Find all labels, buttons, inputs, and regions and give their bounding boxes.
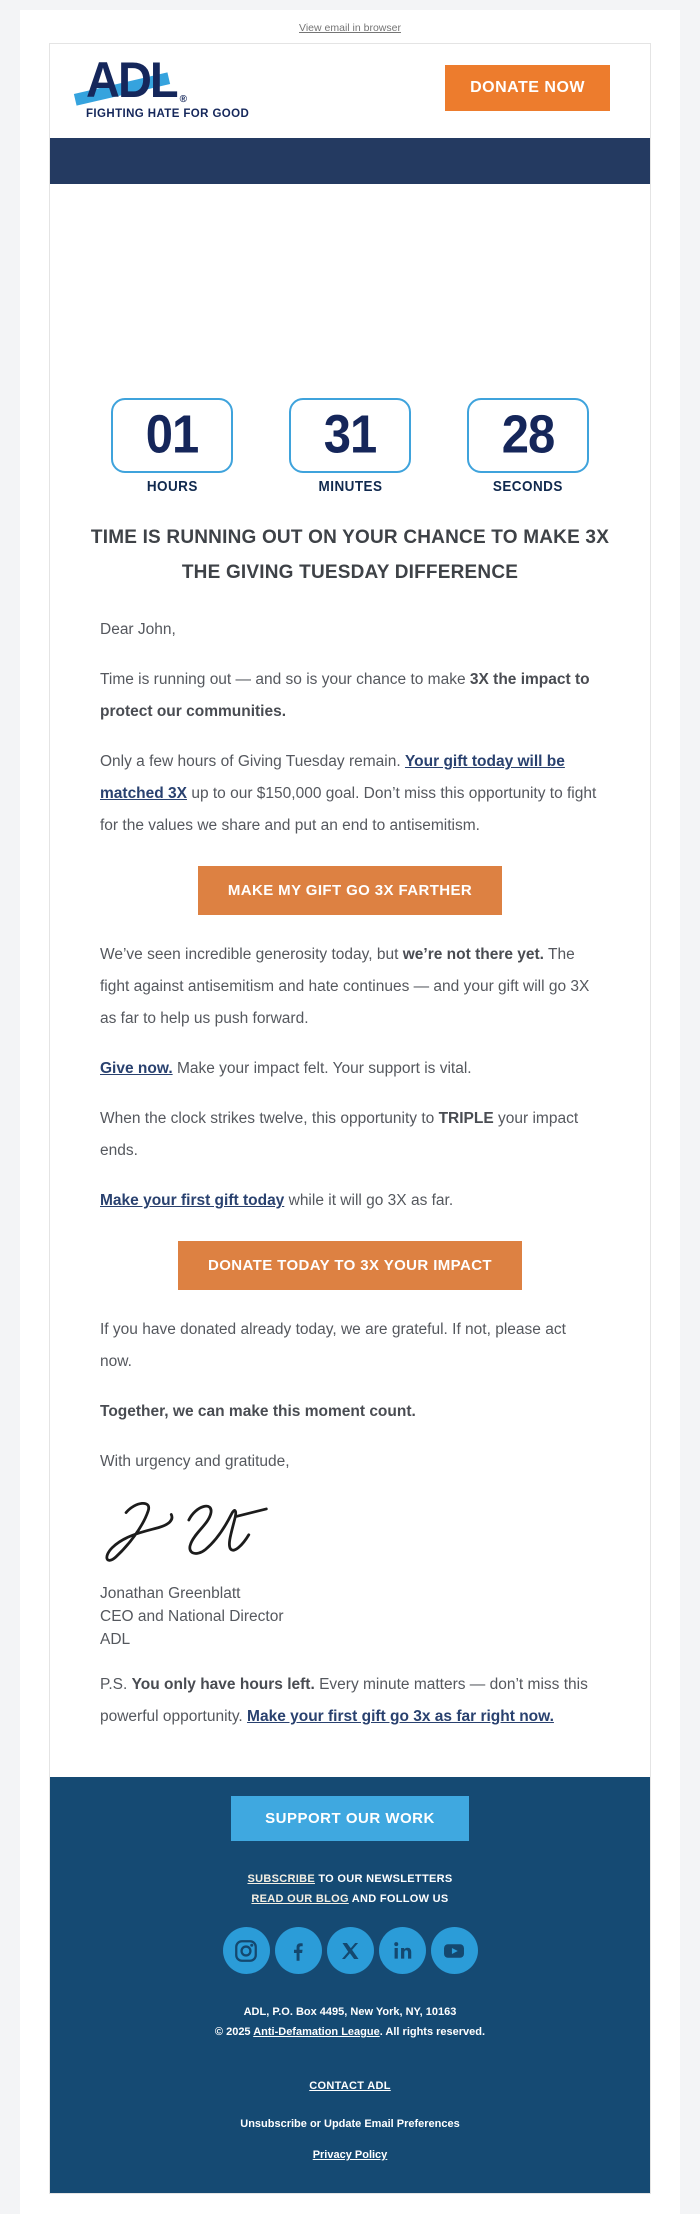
text-run: If you have donated already today, we are grateful. If not, please act now. (100, 1321, 566, 1370)
countdown-minutes-label: MINUTES (318, 478, 382, 495)
blog-rest: AND FOLLOW US (348, 1893, 449, 1905)
matched-3x-link[interactable]: Your gift today will be matched 3X (100, 753, 565, 802)
paragraph-dear (100, 614, 600, 646)
text-run: Dear John, (100, 621, 176, 638)
social-instagram[interactable] (223, 1927, 270, 1974)
read-our-blog-link[interactable]: READ OUR BLOG (251, 1893, 349, 1905)
email-footer (50, 1777, 650, 2193)
view-in-browser-link[interactable]: View email in browser (299, 22, 401, 34)
linkedin-icon (390, 1938, 415, 1963)
signatory-name: Jonathan Greenblatt (100, 1585, 241, 1602)
logo-word: ADL (86, 51, 177, 108)
bold-text: 3X the impact to protect our communities. (100, 671, 590, 720)
text-run: while it will go 3X as far. (284, 1192, 454, 1209)
youtube-icon (441, 1938, 467, 1964)
facebook-icon (285, 1938, 311, 1964)
x-icon (338, 1939, 362, 1963)
newsletter-lines (68, 1869, 632, 1909)
contact-adl-link[interactable]: CONTACT ADL (309, 2080, 391, 2092)
signature-image (100, 1496, 285, 1568)
countdown-minutes (289, 398, 411, 496)
paragraph-1 (100, 664, 600, 728)
first-gift-link[interactable]: Make your first gift today (100, 1192, 285, 1209)
social-linkedin[interactable] (379, 1927, 426, 1974)
social-facebook[interactable] (275, 1927, 322, 1974)
ps-first-gift-link[interactable]: Make your first gift go 3x as far right now. (247, 1708, 554, 1725)
address-block (68, 2002, 632, 2042)
instagram-icon (233, 1938, 259, 1964)
signatory-block (100, 1582, 600, 1651)
countdown-seconds-box (467, 398, 589, 473)
hero-banner (50, 138, 650, 184)
countdown-minutes-box (289, 398, 411, 473)
cta-make-gift-button[interactable]: MAKE MY GIFT GO 3X FARTHER (198, 866, 502, 915)
text-run: P.S. (100, 1676, 132, 1693)
privacy-policy-link[interactable]: Privacy Policy (312, 2149, 388, 2161)
hero-image-placeholder (50, 184, 650, 398)
headline: TIME IS RUNNING OUT ON YOUR CHANCE TO MAKE 3X THE GIVING TUESDAY DIFFERENCE (90, 527, 610, 583)
bold-text: we’re not there yet. (402, 946, 544, 963)
bold-text: You only have hours left. (131, 1676, 315, 1693)
countdown-minutes-value: 31 (323, 405, 377, 465)
text-run: up to our $150,000 goal. Don’t miss this opportunity to fight for the values we share and put an end to antisemitism. (100, 785, 597, 834)
logo-tagline: FIGHTING HATE FOR GOOD (86, 108, 250, 120)
cta-donate-today-button[interactable]: DONATE TODAY TO 3X YOUR IMPACT (178, 1241, 522, 1290)
text-run: Every minute matters — don’t miss this powerful opportunity. (100, 1676, 588, 1725)
paragraph-ps (100, 1669, 600, 1733)
email-body-wrapper (20, 10, 680, 2214)
paragraph-4 (100, 1053, 600, 1085)
countdown-seconds-label: SECONDS (493, 478, 563, 495)
contact-line (68, 2076, 632, 2094)
email-header (50, 44, 650, 126)
unsubscribe-line[interactable]: Unsubscribe or Update Email Preferences (240, 2118, 460, 2130)
paragraph-5 (100, 1103, 600, 1167)
email-card (49, 43, 651, 2194)
donate-now-button[interactable]: DONATE NOW (445, 65, 610, 111)
countdown-hours-value: 01 (145, 405, 199, 465)
bold-text: Together, we can make this moment count. (100, 1403, 416, 1420)
anti-defamation-league-link[interactable]: Anti-Defamation League (253, 2026, 380, 2038)
signatory-org: ADL (100, 1631, 131, 1648)
paragraph-3 (100, 939, 600, 1035)
countdown-hours (111, 398, 233, 496)
blog-line (68, 1889, 632, 1909)
text-run: With urgency and gratitude, (100, 1453, 290, 1470)
registered-mark: ® (179, 94, 187, 105)
text-run: your impact ends. (100, 1110, 579, 1159)
text-run: When the clock strikes twelve, this opportunity to (100, 1110, 439, 1127)
copyright-line (68, 2022, 632, 2042)
countdown-hours-label: HOURS (146, 478, 198, 495)
copyright-pre: © 2025 (214, 2026, 254, 2038)
privacy-line (68, 2145, 632, 2163)
copyright-post: . All rights reserved. (379, 2026, 486, 2038)
text-run: Time is running out — and so is your chance to make (100, 671, 470, 688)
text-run: We’ve seen incredible generosity today, but (100, 946, 403, 963)
countdown-seconds (467, 398, 589, 496)
bold-text: TRIPLE (438, 1110, 494, 1127)
paragraph-9 (100, 1446, 600, 1478)
newsletter-rest: TO OUR NEWSLETTERS (314, 1873, 453, 1885)
adl-logo[interactable] (86, 51, 261, 120)
countdown-seconds-value: 28 (501, 405, 555, 465)
give-now-link[interactable]: Give now. (100, 1060, 173, 1077)
text-run: Make your impact felt. Your support is vital. (172, 1060, 472, 1077)
paragraph-7 (100, 1314, 600, 1378)
social-x[interactable] (327, 1927, 374, 1974)
paragraph-2 (100, 746, 600, 842)
countdown-hours-box (111, 398, 233, 473)
social-icons-row (68, 1927, 632, 1974)
text-run: The fight against antisemitism and hate continues — and your gift will go 3X as far to help us push forward. (100, 946, 590, 1027)
view-in-browser-row (20, 15, 680, 43)
newsletter-line (68, 1869, 632, 1889)
address-line: ADL, P.O. Box 4495, New York, NY, 10163 (243, 2006, 457, 2018)
text-run: Only a few hours of Giving Tuesday remain. (100, 753, 405, 770)
countdown-timer (50, 398, 650, 496)
signatory-title: CEO and National Director (100, 1608, 284, 1625)
paragraph-6 (100, 1185, 600, 1217)
subscribe-link[interactable]: SUBSCRIBE (247, 1873, 315, 1885)
body-copy (50, 590, 650, 1733)
paragraph-8 (100, 1396, 600, 1428)
social-youtube[interactable] (431, 1927, 478, 1974)
support-our-work-button[interactable]: SUPPORT OUR WORK (231, 1796, 469, 1841)
